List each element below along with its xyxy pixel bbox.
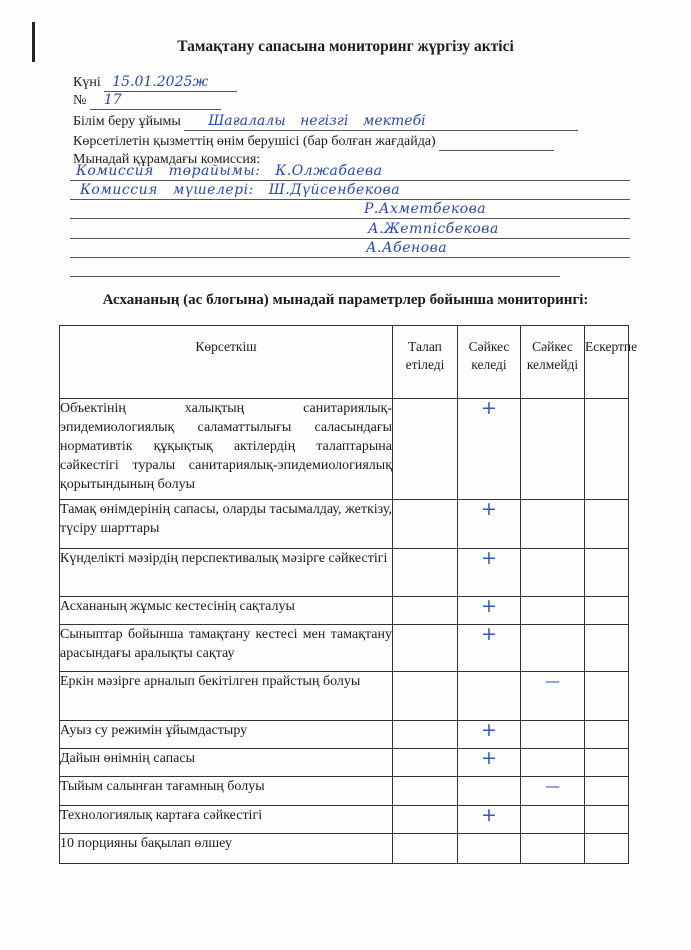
table-row xyxy=(60,749,629,777)
row-compliant xyxy=(458,806,521,834)
row-indicator: Дайын өнімнің сапасы xyxy=(60,749,393,777)
row-noncompliant xyxy=(521,749,585,777)
row-note xyxy=(585,597,629,625)
row-noncompliant xyxy=(521,777,585,806)
monitoring-table xyxy=(59,325,638,864)
row-compliant xyxy=(458,749,521,777)
row-note xyxy=(585,500,629,549)
header-noncompliant: Сәйкес келмейді xyxy=(521,326,585,399)
date-label: Күні xyxy=(73,75,101,90)
dash-mark: — xyxy=(545,777,560,795)
row-note xyxy=(585,672,629,721)
table-row xyxy=(60,806,629,834)
row-indicator: Асхананың жұмыс кестесінің сақталуы xyxy=(60,597,393,625)
provider-blank xyxy=(439,134,554,151)
table-row xyxy=(60,625,629,672)
header-required: Талап етіледі xyxy=(393,326,458,399)
row-note xyxy=(585,749,629,777)
row-required xyxy=(393,500,458,549)
row-note xyxy=(585,721,629,749)
row-noncompliant xyxy=(521,500,585,549)
row-indicator: Ауыз су режимін ұйымдастыру xyxy=(60,721,393,749)
check-mark: + xyxy=(481,547,497,569)
row-compliant xyxy=(458,777,521,806)
row-note xyxy=(585,806,629,834)
provider-label: Көрсетілетін қызметтің өнім берушісі (бар болған жағдайда) xyxy=(73,134,436,149)
row-note xyxy=(585,399,629,500)
check-mark: + xyxy=(481,498,497,520)
table-header-row xyxy=(60,326,629,399)
commission-line-5 xyxy=(70,239,630,258)
row-compliant xyxy=(458,672,521,721)
row-required xyxy=(393,834,458,864)
row-indicator: Технологиялық картаға сәйкестігі xyxy=(60,806,393,834)
commission-members: Комиссия мүшелері: Ш.Дүйсенбекова xyxy=(80,182,401,198)
row-compliant xyxy=(458,399,521,500)
header-note: Ескертпе xyxy=(585,326,629,399)
org-label: Білім беру ұйымы xyxy=(73,114,181,129)
dash-mark: — xyxy=(545,672,560,690)
row-note xyxy=(585,625,629,672)
row-noncompliant xyxy=(521,399,585,500)
table-row xyxy=(60,721,629,749)
table-row xyxy=(60,672,629,721)
date-value: 15.01.2025ж xyxy=(104,75,237,92)
row-indicator: Тамақ өнімдерінің сапасы, оларды тасымалдау, жеткізу, түсіру шарттары xyxy=(60,500,393,549)
row-indicator: Еркін мәзірге арналып бекітілген прайстың болуы xyxy=(60,672,393,721)
check-mark: + xyxy=(481,397,497,419)
row-required xyxy=(393,672,458,721)
check-mark: + xyxy=(481,804,497,826)
table-row xyxy=(60,834,629,864)
row-indicator: Күнделікті мәзірдің перспективалық мәзірге сәйкестігі xyxy=(60,549,393,597)
row-required xyxy=(393,625,458,672)
row-noncompliant xyxy=(521,721,585,749)
commission-label: Мынадай құрамдағы комиссия: xyxy=(73,152,261,167)
table-row xyxy=(60,777,629,806)
row-required xyxy=(393,549,458,597)
check-mark: + xyxy=(481,719,497,741)
commission-line-4 xyxy=(70,220,630,239)
row-required xyxy=(393,721,458,749)
row-required xyxy=(393,806,458,834)
commission-member-2: Р.Ахметбекова xyxy=(364,201,487,217)
commission-chair: Комиссия төрайымы: К.Олжабаева xyxy=(76,163,383,179)
table-row xyxy=(60,597,629,625)
header-indicator: Көрсеткіш xyxy=(60,326,393,399)
row-compliant xyxy=(458,500,521,549)
row-compliant xyxy=(458,834,521,864)
table-row xyxy=(60,549,629,597)
commission-member-4: А.Абенова xyxy=(366,240,448,256)
row-indicator: Тыйым салынған тағамның болуы xyxy=(60,777,393,806)
check-mark: + xyxy=(481,623,497,645)
row-noncompliant xyxy=(521,549,585,597)
row-required xyxy=(393,597,458,625)
table-row xyxy=(60,399,629,500)
document-title: Тамақтану сапасына мониторинг жүргізу актісі xyxy=(177,38,514,55)
header-compliant: Сәйкес келеді xyxy=(458,326,521,399)
date-field xyxy=(73,74,237,92)
check-mark: + xyxy=(481,747,497,769)
number-label: № xyxy=(73,93,87,108)
commission-line-1 xyxy=(70,162,630,181)
row-indicator: Сыныптар бойынша тамақтану кестесі мен тамақтану арасындағы аралықты сақтау xyxy=(60,625,393,672)
row-compliant xyxy=(458,549,521,597)
row-compliant xyxy=(458,721,521,749)
row-indicator: 10 порцияны бақылап өлшеу xyxy=(60,834,393,864)
row-compliant xyxy=(458,625,521,672)
row-required xyxy=(393,399,458,500)
commission-line-3 xyxy=(70,200,630,219)
provider-field xyxy=(73,133,554,151)
row-noncompliant xyxy=(521,834,585,864)
commission-line-2 xyxy=(70,181,630,200)
row-noncompliant xyxy=(521,672,585,721)
row-note xyxy=(585,549,629,597)
section-title: Асхананың (ас блогына) мынадай параметрлер бойынша мониторингі: xyxy=(102,292,589,308)
row-compliant xyxy=(458,597,521,625)
row-required xyxy=(393,749,458,777)
org-value: Шағалалы негізгі мектебі xyxy=(184,114,578,131)
row-note xyxy=(585,777,629,806)
row-noncompliant xyxy=(521,806,585,834)
row-noncompliant xyxy=(521,625,585,672)
number-field xyxy=(73,92,221,110)
commission-member-3: А.Жетпісбекова xyxy=(368,221,499,237)
check-mark: + xyxy=(481,595,497,617)
row-note xyxy=(585,834,629,864)
row-required xyxy=(393,777,458,806)
row-indicator: Объектінің халықтың санитариялық-эпидемиологиялық саламаттылығы саласындағы нормативтік құқықтық актілердің талаптарына сәйкестігі туралы санитариялық-эпидемиологиялық қорытындының болуы xyxy=(60,399,393,500)
number-value: 17 xyxy=(90,93,221,110)
commission-line-6 xyxy=(70,258,560,277)
row-noncompliant xyxy=(521,597,585,625)
table-row xyxy=(60,500,629,549)
org-field xyxy=(73,113,578,131)
